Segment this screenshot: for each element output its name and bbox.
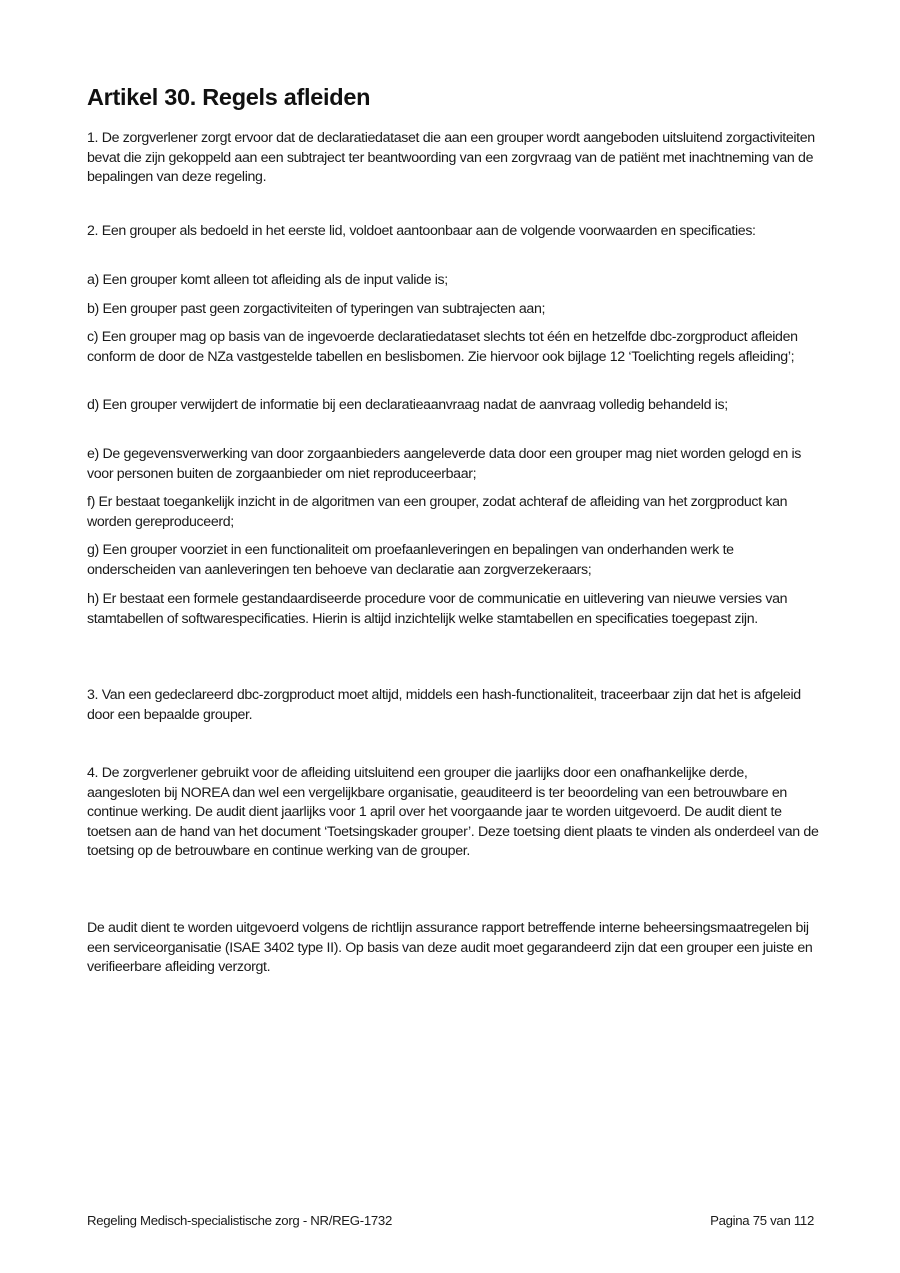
paragraph-2d: d) Een grouper verwijdert de informatie bij een declaratieaanvraag nadat de aanvraag volledig behandeld is; xyxy=(87,397,728,413)
paragraph-2e: e) De gegevensverwerking van door zorgaanbieders aangeleverde data door een grouper mag niet worden gelogd en is voor personen buiten de zorgaanbieder om niet reproduceerbaar; xyxy=(87,446,802,482)
paragraph-2f: f) Er bestaat toegankelijk inzicht in de algoritmen van een grouper, zodat achteraf de afleiding van het zorgproduct kan worden gereproduceerd; xyxy=(87,494,788,530)
paragraph-2h: h) Er bestaat een formele gestandaardiseerde procedure voor de communicatie en uitlevering van nieuwe versies van stamtabellen of softwarespecificaties. Hierin is altijd inzichtelijk welke stamtabellen en specificaties toegepast zijn. xyxy=(87,591,788,627)
article-title: Artikel 30. Regels afleiden xyxy=(87,84,371,110)
paragraph-2: 2. Een grouper als bedoeld in het eerste lid, voldoet aantoonbaar aan de volgende voorwaarden en specificaties: xyxy=(87,223,756,239)
paragraph-2a: a) Een grouper komt alleen tot afleiding als de input valide is; xyxy=(87,272,448,288)
paragraph-5: De audit dient te worden uitgevoerd volgens de richtlijn assurance rapport betreffende interne beheersingsmaatregelen bij een serviceorganisatie (ISAE 3402 type II). Op basis van deze audit moet gegarandeerd zijn dat een grouper een juiste en verifieerbare afleiding verzorgt. xyxy=(87,920,813,976)
footer-page-number: Pagina 75 van 112 xyxy=(710,1213,814,1228)
footer-document-name: Regeling Medisch-specialistische zorg - NR/REG-1732 xyxy=(87,1213,392,1228)
paragraph-4: 4. De zorgverlener gebruikt voor de afleiding uitsluitend een grouper die jaarlijks door een onafhankelijke derde, aangesloten bij NOREA dan wel een vergelijkbare organisatie, geauditeerd is ter beoordeling van een betrouwbare en continue werking. De audit dient jaarlijks voor 1 april over het voorgaande jaar te worden uitgevoerd. De audit dient te toetsen aan de hand van het document ‘Toetsingskader grouper’. Deze toetsing dient plaats te vinden als onderdeel van de toetsing op de betrouwbare en continue werking van de grouper. xyxy=(87,765,819,860)
paragraph-3: 3. Van een gedeclareerd dbc-zorgproduct moet altijd, middels een hash-functionaliteit, traceerbaar zijn dat het is afgeleid door een bepaalde grouper. xyxy=(87,687,801,723)
paragraph-2g: g) Een grouper voorziet in een functionaliteit om proefaanleveringen en bepalingen van onderhanden werk te onderscheiden van aanleveringen ten behoeve van declaratie aan zorgverzekeraars; xyxy=(87,542,734,578)
paragraph-1: 1. De zorgverlener zorgt ervoor dat de declaratiedataset die aan een grouper wordt aangeboden uitsluitend zorgactiviteiten bevat die zijn gekoppeld aan een subtraject ter beantwoording van een zorgvraag van de patiënt met inachtneming van de bepalingen van deze regeling. xyxy=(87,130,815,186)
paragraph-2b: b) Een grouper past geen zorgactiviteiten of typeringen van subtrajecten aan; xyxy=(87,301,546,317)
paragraph-2c: c) Een grouper mag op basis van de ingevoerde declaratiedataset slechts tot één en hetzelfde dbc-zorgproduct afleiden conform de door de NZa vastgestelde tabellen en beslisbomen. Zie hiervoor ook bijlage 12 ‘Toelichting regels afleiding’; xyxy=(87,329,798,365)
